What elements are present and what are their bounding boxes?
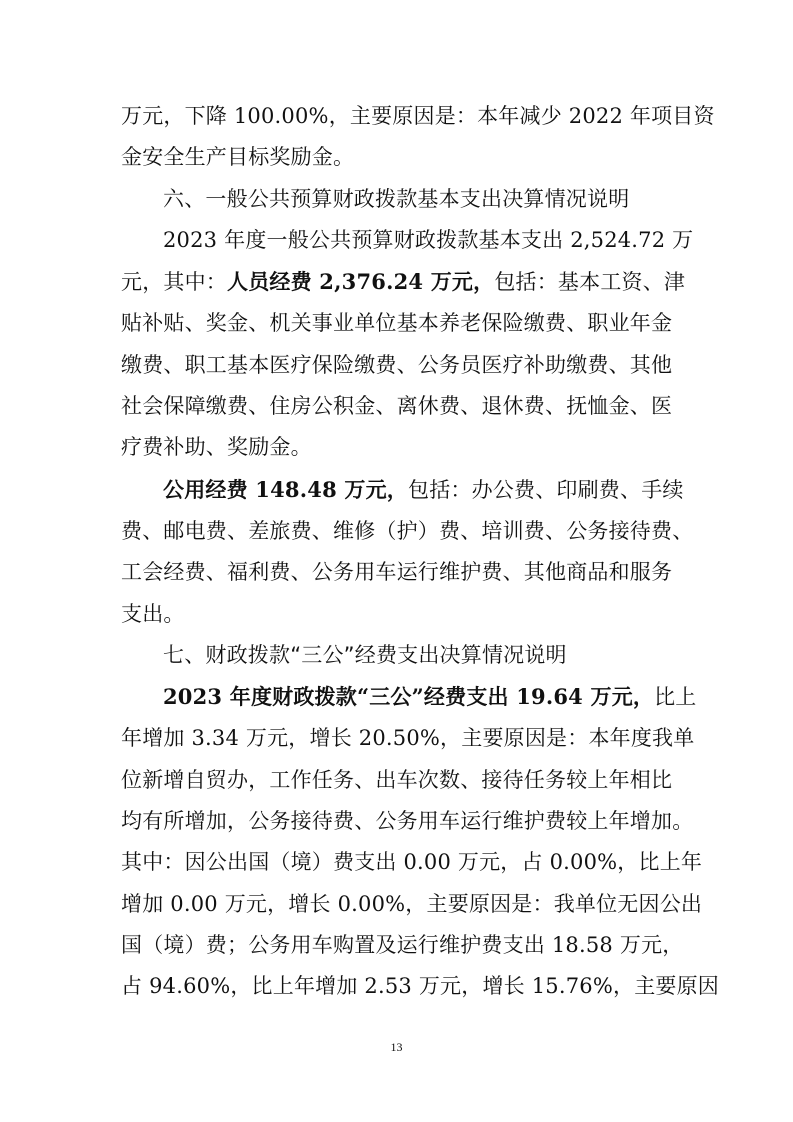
document-page — [121, 96, 720, 1008]
text-segment: 位新增自贸办，工作任务、出车次数、接待任务较上年相比 — [121, 767, 673, 792]
text-segment: 万元，下降 100.00%，主要原因是：本年减少 2022 年项目资 — [121, 104, 715, 128]
text-line — [121, 801, 694, 842]
text-segment: 增加 0.00 万元，增长 0.00%，主要原因是：我单位无因公出 — [121, 891, 703, 916]
text-segment: 疗费补助、奖励金。 — [121, 435, 312, 460]
text-segment: 比上 — [654, 685, 697, 710]
text-segment: 缴费、职工基本医疗保险缴费、公务员医疗补助缴费、其他 — [121, 352, 673, 377]
text-line — [121, 469, 684, 511]
text-segment: 工会经费、福利费、公务用车运行维护费、其他商品和服务 — [121, 560, 673, 585]
bold-text-segment: 2023 年度财政拨款“三公”经费支出 19.64 万元， — [163, 684, 655, 710]
text-line — [121, 842, 703, 883]
text-line — [121, 760, 681, 801]
bold-text-segment: 公用经费 148.48 万元， — [163, 476, 408, 502]
text-segment: 其中：因公出国（境）费支出 0.00 万元，占 0.00%，比上年 — [121, 850, 703, 875]
text-segment: 包括：基本工资、津 — [494, 270, 686, 295]
text-line — [121, 427, 681, 468]
text-segment: 年增加 3.34 万元，增长 20.50%，主要原因是：本年度我单 — [121, 726, 695, 751]
text-line — [121, 137, 681, 178]
text-line — [121, 220, 694, 261]
text-segment: 社会保障缴费、住房公积金、离休费、退休费、抚恤金、医 — [121, 394, 673, 419]
section-heading — [121, 635, 681, 676]
text-segment: 占 94.60%，比上年增加 2.53 万元，增长 15.76%，主要原因 — [121, 974, 720, 999]
text-segment: 六、一般公共预算财政拨款基本支出决算情况说明 — [163, 186, 630, 211]
text-line — [121, 345, 681, 386]
page-number: 13 — [390, 1040, 403, 1054]
text-line — [121, 96, 715, 137]
text-line — [121, 966, 720, 1007]
text-segment: 元，其中： — [121, 270, 227, 295]
bold-text-segment: 人员经费 2,376.24 万元， — [227, 269, 495, 295]
text-line — [121, 925, 684, 966]
text-segment: 七、财政拨款“三公”经费支出决算情况说明 — [163, 642, 567, 667]
text-segment: 均有所增加，公务接待费、公务用车运行维护费较上年增加。 — [121, 809, 694, 834]
text-line — [121, 261, 686, 303]
text-segment: 贴补贴、奖金、机关事业单位基本养老保险缴费、职业年金 — [121, 311, 673, 336]
text-line — [121, 303, 681, 344]
text-segment: 金安全生产目标奖励金。 — [121, 145, 355, 170]
text-line — [121, 511, 694, 552]
text-line — [121, 718, 695, 759]
text-line — [121, 552, 681, 593]
text-segment: 国（境）费；公务用车购置及运行维护费支出 18.58 万元， — [121, 932, 684, 957]
text-segment: 2023 年度一般公共预算财政拨款基本支出 2,524.72 万 — [163, 227, 694, 252]
text-segment: 费、邮电费、差旅费、维修（护）费、培训费、公务接待费、 — [121, 518, 694, 543]
text-line — [121, 676, 697, 718]
text-line — [121, 884, 703, 925]
text-segment: 支出。 — [121, 601, 185, 626]
text-line — [121, 594, 681, 635]
text-segment: 包括：办公费、印刷费、手续 — [408, 477, 684, 502]
section-heading — [121, 179, 681, 220]
text-line — [121, 386, 681, 427]
